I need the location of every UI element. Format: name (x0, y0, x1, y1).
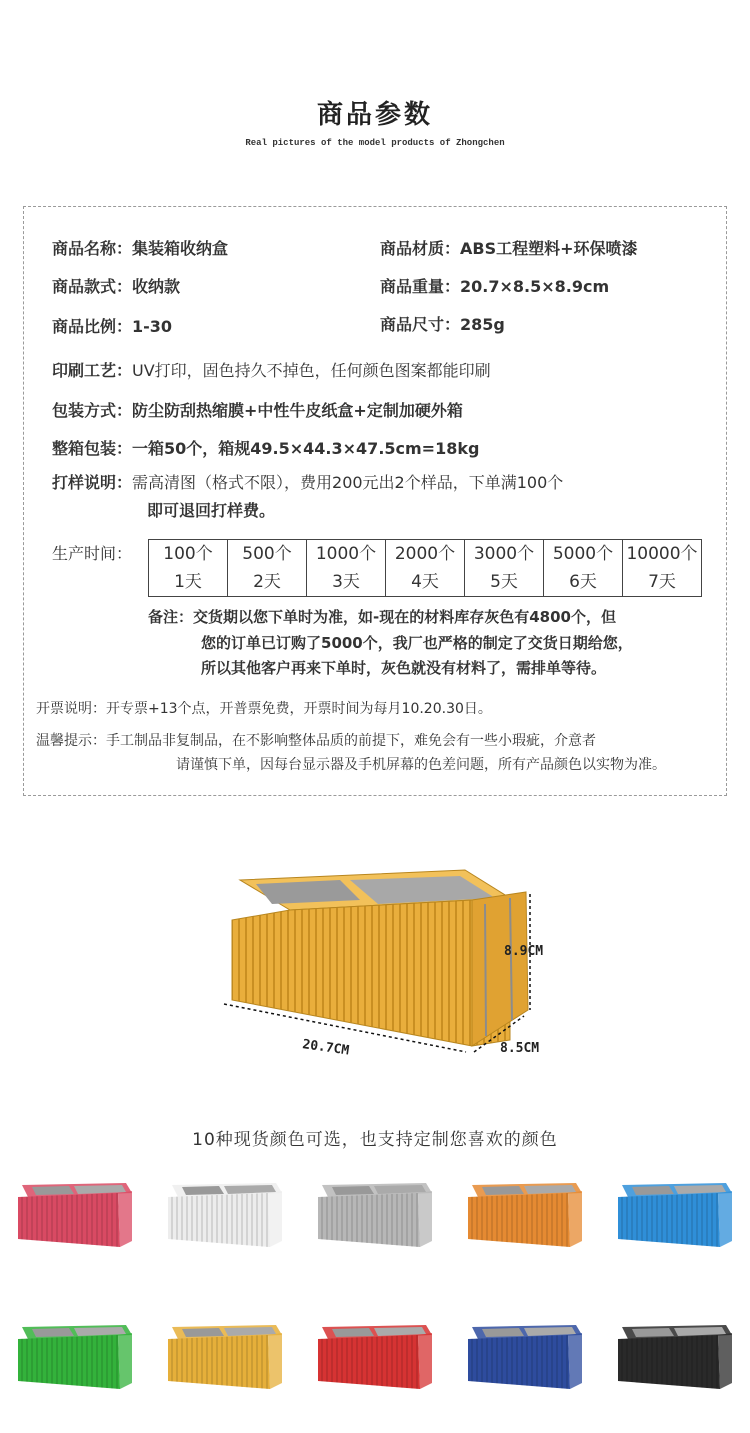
tips-label: 温馨提示： (36, 733, 106, 749)
production-days: 2天 (253, 572, 281, 592)
production-qty: 100个 (163, 544, 213, 564)
spec-sample-value-1: 需高清图（格式不限），费用200元出2个样品，下单满100个 (132, 473, 564, 492)
color-swatch (164, 1175, 284, 1255)
spec-scale-value: 1-30 (132, 317, 173, 336)
spec-carton (52, 436, 479, 459)
tips-row (36, 730, 596, 750)
production-table (148, 539, 702, 597)
spec-style-value: 收纳款 (132, 277, 181, 296)
production-cell-100 (149, 540, 228, 597)
spec-name-value: 集装箱收纳盒 (132, 239, 229, 258)
spec-printing-label: 印刷工艺： (52, 361, 133, 380)
spec-material (380, 236, 638, 259)
spec-scale (52, 314, 172, 337)
color-swatch (14, 1317, 134, 1397)
color-swatch (464, 1175, 584, 1255)
hero-container-image (210, 860, 550, 1070)
spec-style-label: 商品款式： (52, 277, 133, 296)
production-qty: 2000个 (394, 544, 456, 564)
colors-heading: 10种现货颜色可选，也支持定制您喜欢的颜色 (192, 1130, 558, 1150)
color-swatch (164, 1317, 284, 1397)
note-line-3: 所以其他客户再来下单时，灰色就没有材料了，需排单等待。 (201, 659, 607, 677)
spec-weight (380, 274, 609, 297)
production-qty: 10000个 (626, 544, 698, 564)
page-subtitle: Real pictures of the model products of Zhongchen (245, 138, 505, 148)
hero-height-label: 8.9CM (504, 944, 544, 959)
spec-weight-label: 商品重量： (380, 277, 461, 296)
note-line-1: 备注：交货期以您下单时为准，如-现在的材料库存灰色有4800个，但 (148, 608, 616, 626)
page-title: 商品参数 (316, 100, 433, 130)
production-qty: 500个 (242, 544, 292, 564)
spec-name (52, 236, 228, 259)
spec-packing-value: 防尘防刮热缩膜+中性牛皮纸盒+定制加硬外箱 (132, 401, 463, 420)
hero-length-label: 20.7CM (301, 1037, 351, 1059)
spec-size-label: 商品尺寸： (380, 315, 461, 334)
color-swatch (14, 1175, 134, 1255)
spec-carton-value: 一箱50个，箱规49.5×44.3×47.5cm=18kg (132, 439, 480, 458)
color-swatch (314, 1175, 434, 1255)
invoice-row (36, 698, 492, 718)
spec-production-label: 生产时间： (52, 544, 133, 563)
spec-material-value: ABS工程塑料+环保喷漆 (460, 239, 638, 258)
spec-packing (52, 398, 463, 421)
color-swatch (464, 1317, 584, 1397)
spec-sample-value-2: 即可退回打样费。 (147, 501, 276, 520)
production-days: 5天 (490, 572, 518, 592)
hero-width-label: 8.5CM (500, 1041, 540, 1056)
spec-sample-label: 打样说明： (52, 473, 133, 492)
spec-printing (52, 358, 491, 381)
spec-packing-label: 包装方式： (52, 401, 133, 420)
production-cell-1000 (307, 540, 386, 597)
production-row (149, 540, 702, 597)
production-days: 6天 (569, 572, 597, 592)
production-days: 3天 (332, 572, 360, 592)
invoice-label: 开票说明： (36, 701, 106, 717)
production-qty: 1000个 (315, 544, 377, 564)
spec-name-label: 商品名称： (52, 239, 133, 258)
color-swatch (614, 1317, 734, 1397)
tips-line-1: 手工制品非复制品，在不影响整体品质的前提下，难免会有一些小瑕疵，介意者 (106, 733, 596, 749)
spec-material-label: 商品材质： (380, 239, 461, 258)
note-line-2: 您的订单已订购了5000个，我厂也严格的制定了交货日期给您， (201, 634, 633, 652)
invoice-value: 开专票+13个点，开普票免费，开票时间为每月10.20.30日。 (106, 701, 492, 717)
spec-carton-label: 整箱包装： (52, 439, 133, 458)
spec-size-value: 285g (460, 315, 505, 334)
production-cell-10000 (623, 540, 702, 597)
production-days: 1天 (174, 572, 202, 592)
spec-scale-label: 商品比例： (52, 317, 133, 336)
spec-size (380, 312, 505, 335)
production-cell-5000 (544, 540, 623, 597)
production-days: 7天 (648, 572, 676, 592)
color-swatch (614, 1175, 734, 1255)
tips-line-2: 请谨慎下单，因每台显示器及手机屏幕的色差问题，所有产品颜色以实物为准。 (176, 757, 666, 773)
production-cell-3000 (465, 540, 544, 597)
spec-style (52, 274, 180, 297)
production-qty: 5000个 (552, 544, 614, 564)
production-qty: 3000个 (473, 544, 535, 564)
spec-weight-value: 20.7×8.5×8.9cm (460, 277, 610, 296)
spec-sample-line2 (147, 498, 275, 521)
spec-sample (52, 470, 563, 493)
production-cell-500 (228, 540, 307, 597)
production-days: 4天 (411, 572, 439, 592)
spec-printing-value: UV打印，固色持久不掉色，任何颜色图案都能印刷 (132, 361, 491, 380)
color-swatch (314, 1317, 434, 1397)
production-cell-2000 (386, 540, 465, 597)
